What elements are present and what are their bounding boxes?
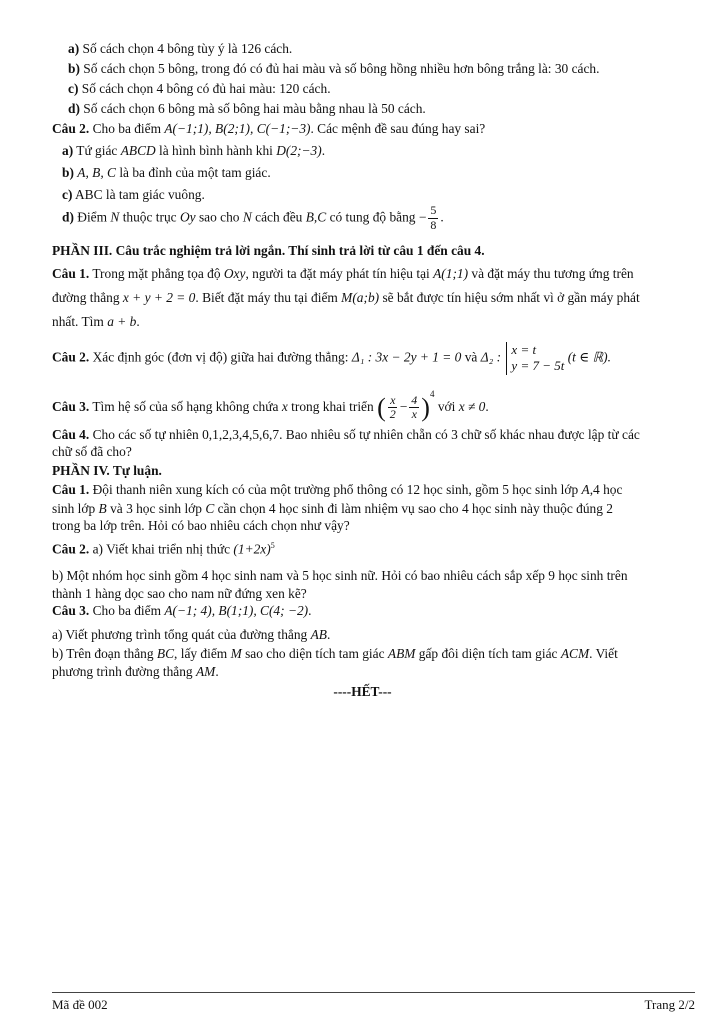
p3-q1-line3: nhất. Tìm a + b. (52, 314, 140, 329)
p4-q2a: Câu 2. a) Viết khai triển nhị thức $(1+2x)^5$ (52, 541, 275, 557)
p4-q3b-line1: b) Trên đoạn thẳng BC, lấy điểm M sao cho diện tích tam giác ABM gấp đôi diện tích tam giác ACM. Viết (52, 646, 618, 661)
end-mark: ----HẾT--- (333, 684, 392, 699)
p3-q4-line1: Câu 4. Cho các số tự nhiên 0,1,2,3,4,5,6,7. Bao nhiêu số tự nhiên chẵn có 3 chữ số khác nhau được lập từ các (52, 427, 640, 442)
part3-heading: PHẦN III. Câu trắc nghiệm trả lời ngắn. Thí sinh trả lời từ câu 1 đến câu 4. (52, 243, 485, 258)
p3-q2: Câu 2. Xác định góc (đơn vị độ) giữa hai đường thẳng: Δ₁ : 3x − 2y + 1 = 0 và Δ₂ : x = t y = 7 − 5t (t ∈ ℝ). (52, 342, 611, 374)
p4-q1-line3: trong ba lớp trên. Hỏi có bao nhiêu cách chọn như vậy? (52, 518, 350, 533)
q2-stem: Câu 2. Cho ba điểm A(−1;1), B(2;1), C(−1;−3). Các mệnh đề sau đúng hay sai? (52, 121, 486, 136)
parametric-system: x = t y = 7 − 5t (506, 342, 564, 375)
p3-q1-line2: đường thẳng x + y + 2 = 0. Biết đặt máy thu tại điểm M(a;b) sẽ bắt được tín hiệu sớm nhất vì ở gần máy phát (52, 290, 640, 305)
q1-item-b: b) Số cách chọn 5 bông, trong đó có đủ hai màu và số bông hồng nhiều hơn bông trắng là: 30 cách. (68, 61, 600, 76)
page-number: Trang 2/2 (644, 997, 695, 1012)
p3-q4-line2: chữ số đã cho? (52, 444, 132, 459)
p4-q3b-line2: phương trình đường thẳng AM. (52, 664, 219, 679)
p4-q1-line2: sinh lớp B và 3 học sinh lớp C cần chọn 4 học sinh đi làm nhiệm vụ sao cho 4 học sinh này thuộc đúng 2 (52, 501, 613, 516)
q2-item-b: b) A, B, C là ba đỉnh của một tam giác. (62, 165, 271, 180)
q2-item-c: c) ABC là tam giác vuông. (62, 187, 205, 202)
q2-item-d: d) Điểm N thuộc trục Oy sao cho N cách đều B,C có tung độ bằng − $\frac{5}{8}$ . (62, 203, 444, 232)
q1-item-c: c) Số cách chọn 4 bông có đủ hai màu: 120 cách. (68, 81, 331, 96)
q2-item-a: a) Tứ giác ABCD là hình bình hành khi D(2;−3). (62, 143, 326, 158)
p4-q2b-line1: b) Một nhóm học sinh gồm 4 học sinh nam và 5 học sinh nữ. Hỏi có bao nhiêu cách sắp xếp 9 học sinh trên (52, 568, 628, 583)
p4-q3a: a) Viết phương trình tổng quát của đường thẳng AB. (52, 627, 331, 642)
footer-divider (52, 992, 695, 993)
fraction-five-eighths: $\frac{5}{8}$ (430, 203, 437, 232)
q1-item-a: a) Số cách chọn 4 bông tùy ý là 126 cách. (68, 41, 293, 56)
p4-q1-line1: Câu 1. Đội thanh niên xung kích có của một trường phổ thông có 12 học sinh, gồm 5 học sinh lớp A,4 học (52, 482, 623, 497)
p3-q1-line1: Câu 1. Trong mặt phẳng tọa độ Oxy, người ta đặt máy phát tín hiệu tại A(1;1) và đặt máy thu tương ứng trên (52, 266, 634, 281)
p4-q2b-line2: thành 1 hàng dọc sao cho nam nữ đứng xen kẽ? (52, 586, 307, 601)
part4-heading: PHẦN IV. Tự luận. (52, 463, 162, 478)
p3-q3: Câu 3. Tìm hệ số của số hạng không chứa x trong khai triển ( $\frac{x}{2}$ − $\frac{4}{x}$ )$^4$ với x ≠ 0. (52, 389, 489, 422)
q1-item-d: d) Số cách chọn 6 bông mà số bông hai màu bằng nhau là 50 cách. (68, 101, 426, 116)
exam-code: Mã đề 002 (52, 997, 108, 1012)
p4-q3-stem: Câu 3. Cho ba điểm A(−1; 4), B(1;1), C(4; −2). (52, 603, 312, 618)
